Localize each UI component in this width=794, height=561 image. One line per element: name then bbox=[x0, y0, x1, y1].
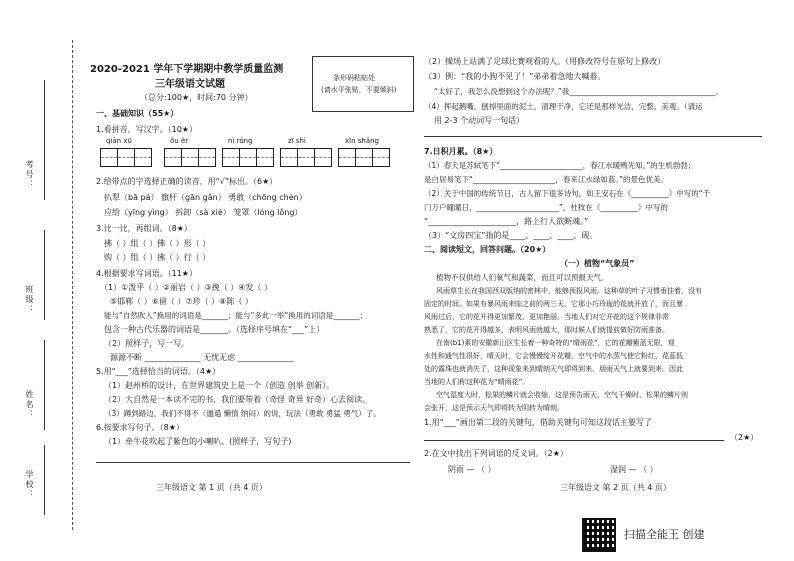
question-4-line-2[interactable]: ⑤邯郸（ ）⑥留（ ）⑦珍（ ）⑧陈（ ） bbox=[110, 297, 253, 306]
question-4-line-6[interactable]: 源源不断 ______________ 无忧无虑 ______________ bbox=[110, 353, 294, 362]
question-2-line-2[interactable]: 应给（yīng yìng） 拆卸（sà xiè） 笼罩（lóng lǒng） bbox=[104, 208, 303, 217]
exam-title: 2020-2021 学年下学期期中教学质量监测 bbox=[90, 64, 284, 75]
barcode-sticker-area bbox=[312, 56, 414, 112]
passage-p9: 当地的人们称这种花为“晴雨花”。 bbox=[424, 378, 530, 386]
question-4: 4.根据要求写词语。（11★） bbox=[96, 269, 197, 278]
question-6-answer-line[interactable] bbox=[96, 462, 410, 463]
reading-question-1-answer-line[interactable] bbox=[424, 440, 724, 441]
passage-p2: 风雨草生长在我国西双版纳的密林中，能够预报风雨。这种草的叶子习惯垂挂着，没有 bbox=[436, 287, 702, 295]
question-6-line-1: （1）牵牛花吹起了紫色的小喇叭。(照样子，写句子) bbox=[104, 437, 292, 446]
passage-p1: 植物不仅供给人们氧气和蔬菜，而且可以预报天气。 bbox=[436, 273, 609, 282]
antonym-item-1[interactable]: 阴雨 — （ ） bbox=[448, 465, 496, 474]
reading-question-1: 1.用“___”画出第二段的关键句，借助关键句可知这段话主要写了 bbox=[424, 418, 652, 427]
pinyin-5: xīn shǎng bbox=[345, 137, 380, 145]
right-line-1: （2）操场上站满了足球比赛观看的人。（用修改符号在原句上修改） bbox=[424, 57, 666, 66]
right-line-3[interactable]: “太好了，我怎么没想到这个办法呢？”我_______________________________________。 bbox=[434, 87, 724, 96]
passage-p11: 会张开，这是预示天气即将转为阴转为晴朗。 bbox=[424, 404, 564, 412]
barcode-sticker-label: 条形码粘贴处 bbox=[333, 74, 375, 82]
name-label: 姓名： bbox=[25, 390, 34, 420]
question-5-line-3[interactable]: （3）蹲到路边，我们不得不（邋遢 懒惰 纳闷）的说，玩法（勇敢 勇猛 勇气）了。 bbox=[104, 409, 381, 418]
question-3-line-2[interactable]: 购（ ）组（ ）拂（ ）行（ ） bbox=[104, 253, 211, 262]
school-label: 学校： bbox=[25, 470, 34, 500]
passage-p10: 空气湿度大时，松果的鳞片就会收缩，这是预告雨天。空气干燥时，松果的鳞片则 bbox=[436, 391, 688, 399]
qr-code-icon bbox=[582, 518, 616, 552]
right-answer-line[interactable] bbox=[424, 136, 762, 137]
question-1: 1.看拼音，写汉字。（10★） bbox=[96, 125, 197, 134]
section-2-heading: 二、阅读短文，回答问题。（20★） bbox=[424, 245, 551, 254]
question-4-line-3[interactable]: 能与“自然吹入”换用的词语是_______；能与“多此一举”换用的词语是_______； bbox=[104, 311, 368, 320]
page-2-footer: 三年级语文 第 2 页（共 4 页） bbox=[560, 483, 671, 492]
question-4-line-1[interactable]: （1）①泼乎（ ）②丽岩（ ）③挽（ ）④发（ ） bbox=[100, 283, 272, 292]
passage-title: （一）植物“气象员” bbox=[560, 259, 635, 268]
question-7-line-1[interactable]: （1）春天是苏轼笔下“______________________，春江水暖鸭先知。”的生机勃勃； bbox=[424, 161, 696, 170]
writing-box-5[interactable] bbox=[338, 148, 390, 167]
question-7-line-4[interactable]: 门万户曈曈日，______________________”，杜牧在《__________》中写的 bbox=[424, 203, 668, 212]
passage-p8: 处的露珠也就消失了，这种现象来到晴朗天气即将到来，朋雨天气上就要到来。因此 bbox=[424, 365, 683, 373]
passage-p3: 固定的时间。如果有暴风雨来临之前的两三天，它那小巧玲珑的花就开放了，而且暴 bbox=[424, 300, 683, 308]
question-7-line-5[interactable]: “______________________，路上行人欲断魂。” bbox=[424, 217, 589, 226]
question-5: 5.用“___”选择恰当的词语。（4★） bbox=[96, 367, 221, 376]
pinyin-3: nì róng bbox=[228, 137, 253, 145]
passage-p7: 水性和通气性很好，晴天时，它会慢慢绽开花瓣，空气中的水蒸气使它粉红，花蕊低 bbox=[424, 352, 683, 360]
scanner-watermark: 扫描全能王 创建 bbox=[624, 528, 705, 541]
reading-question-1-score: （2★） bbox=[730, 433, 759, 442]
pinyin-2: ǒu ěr bbox=[170, 137, 189, 145]
pinyin-4: zī shì bbox=[288, 137, 306, 145]
name-field[interactable] bbox=[44, 340, 45, 430]
question-7-line-6[interactable]: （3）“文房四宝”指的是____、____、____、砚。 bbox=[424, 231, 598, 240]
question-2-line-1[interactable]: 扒犁（bā pá） 旗杆（gān gǎn） 勇敢（chōng chèn） bbox=[104, 193, 307, 202]
right-line-5: 用 2-3 个动词写一句话） bbox=[434, 116, 525, 125]
class-field[interactable] bbox=[44, 230, 45, 320]
question-7: 7.日积月累。（8★） bbox=[424, 147, 498, 156]
question-7-line-3[interactable]: （2）关于中国的传统节日，古人留下很多诗句，如王安石在《__________》中写的“千 bbox=[424, 189, 711, 198]
class-label: 班级： bbox=[25, 285, 34, 315]
passage-p5: 熟悉了，它的花开得越多，表明风雨就越大，那时候人们就提前做好防雨准备。 bbox=[424, 326, 669, 334]
writing-box-2[interactable] bbox=[164, 148, 216, 167]
passage-p6: 在南(b1)素的安徽新山区生长着一种奇特的“晴雨花”，它的花瓣紫蓝无限，观 bbox=[436, 339, 675, 347]
pinyin-1: qiān xū bbox=[106, 137, 132, 145]
writing-box-1[interactable] bbox=[100, 148, 152, 167]
right-line-4: （4）挥起鹅嘴，刨掉里面的泥土，清理干净，它还是那样光洁，完整，美观。（请运 bbox=[424, 102, 703, 111]
writing-box-4[interactable] bbox=[280, 148, 332, 167]
section-1-heading: 一、基础知识（55★） bbox=[96, 109, 179, 118]
question-2: 2.给带点的字选择正确的读音，用“√”标出。（6★） bbox=[96, 177, 278, 186]
question-3: 3.比一比，再组词。（8★） bbox=[96, 224, 192, 233]
question-4-line-4[interactable]: 包含一种古代乐器的词语是_______。（选择序号填在“___”上） bbox=[104, 325, 325, 334]
exam-subtitle: 三年级语文试题 bbox=[155, 79, 225, 90]
question-6: 6.按要求写句子。（8★） bbox=[96, 423, 184, 432]
writing-box-3[interactable] bbox=[222, 148, 274, 167]
passage-p4: 风雨过后，它的花开得更加繁茂、更加艳丽。当地人们对它开花的这个规律非常 bbox=[424, 313, 669, 321]
question-7-line-2[interactable]: 是白居易笔下“______________________，春来江水绿如蓝。”的景色优美。 bbox=[424, 175, 669, 184]
reading-question-2: 2.在文中找出下列词语的反义词。（2★） bbox=[424, 449, 568, 458]
exam-meta: （总分:100★，时间:70 分钟） bbox=[140, 93, 253, 102]
question-5-line-1[interactable]: （1）赵州桥的设计，在世界建筑史上是一个（创造 创举 创新）。 bbox=[104, 381, 335, 390]
binding-dashed-line bbox=[72, 40, 73, 530]
antonym-item-2[interactable]: 湿润 — （ ） bbox=[610, 465, 658, 474]
question-5-line-2[interactable]: （2）大自然是一本读不完的书，我们要带着（奇怪 奇异 好奇）心去阅读。 bbox=[104, 395, 371, 404]
exam-no-field[interactable] bbox=[44, 80, 45, 200]
barcode-sticker-hint: (请水平张贴，不要倾斜) bbox=[321, 86, 397, 94]
page-1-footer: 三年级语文 第 1 页（共 4 页） bbox=[156, 483, 267, 492]
exam-no-label: 考号： bbox=[25, 160, 34, 190]
question-3-line-1[interactable]: 拂（ ）组（ ）佛（ ）形（ ） bbox=[104, 239, 211, 248]
right-line-2: （3）例：“我的小狗不见了！”弟弟着急地大喊着。 bbox=[424, 72, 606, 81]
school-field[interactable] bbox=[44, 445, 45, 515]
question-4-line-5: （2）照样子，写一写。 bbox=[104, 339, 190, 348]
